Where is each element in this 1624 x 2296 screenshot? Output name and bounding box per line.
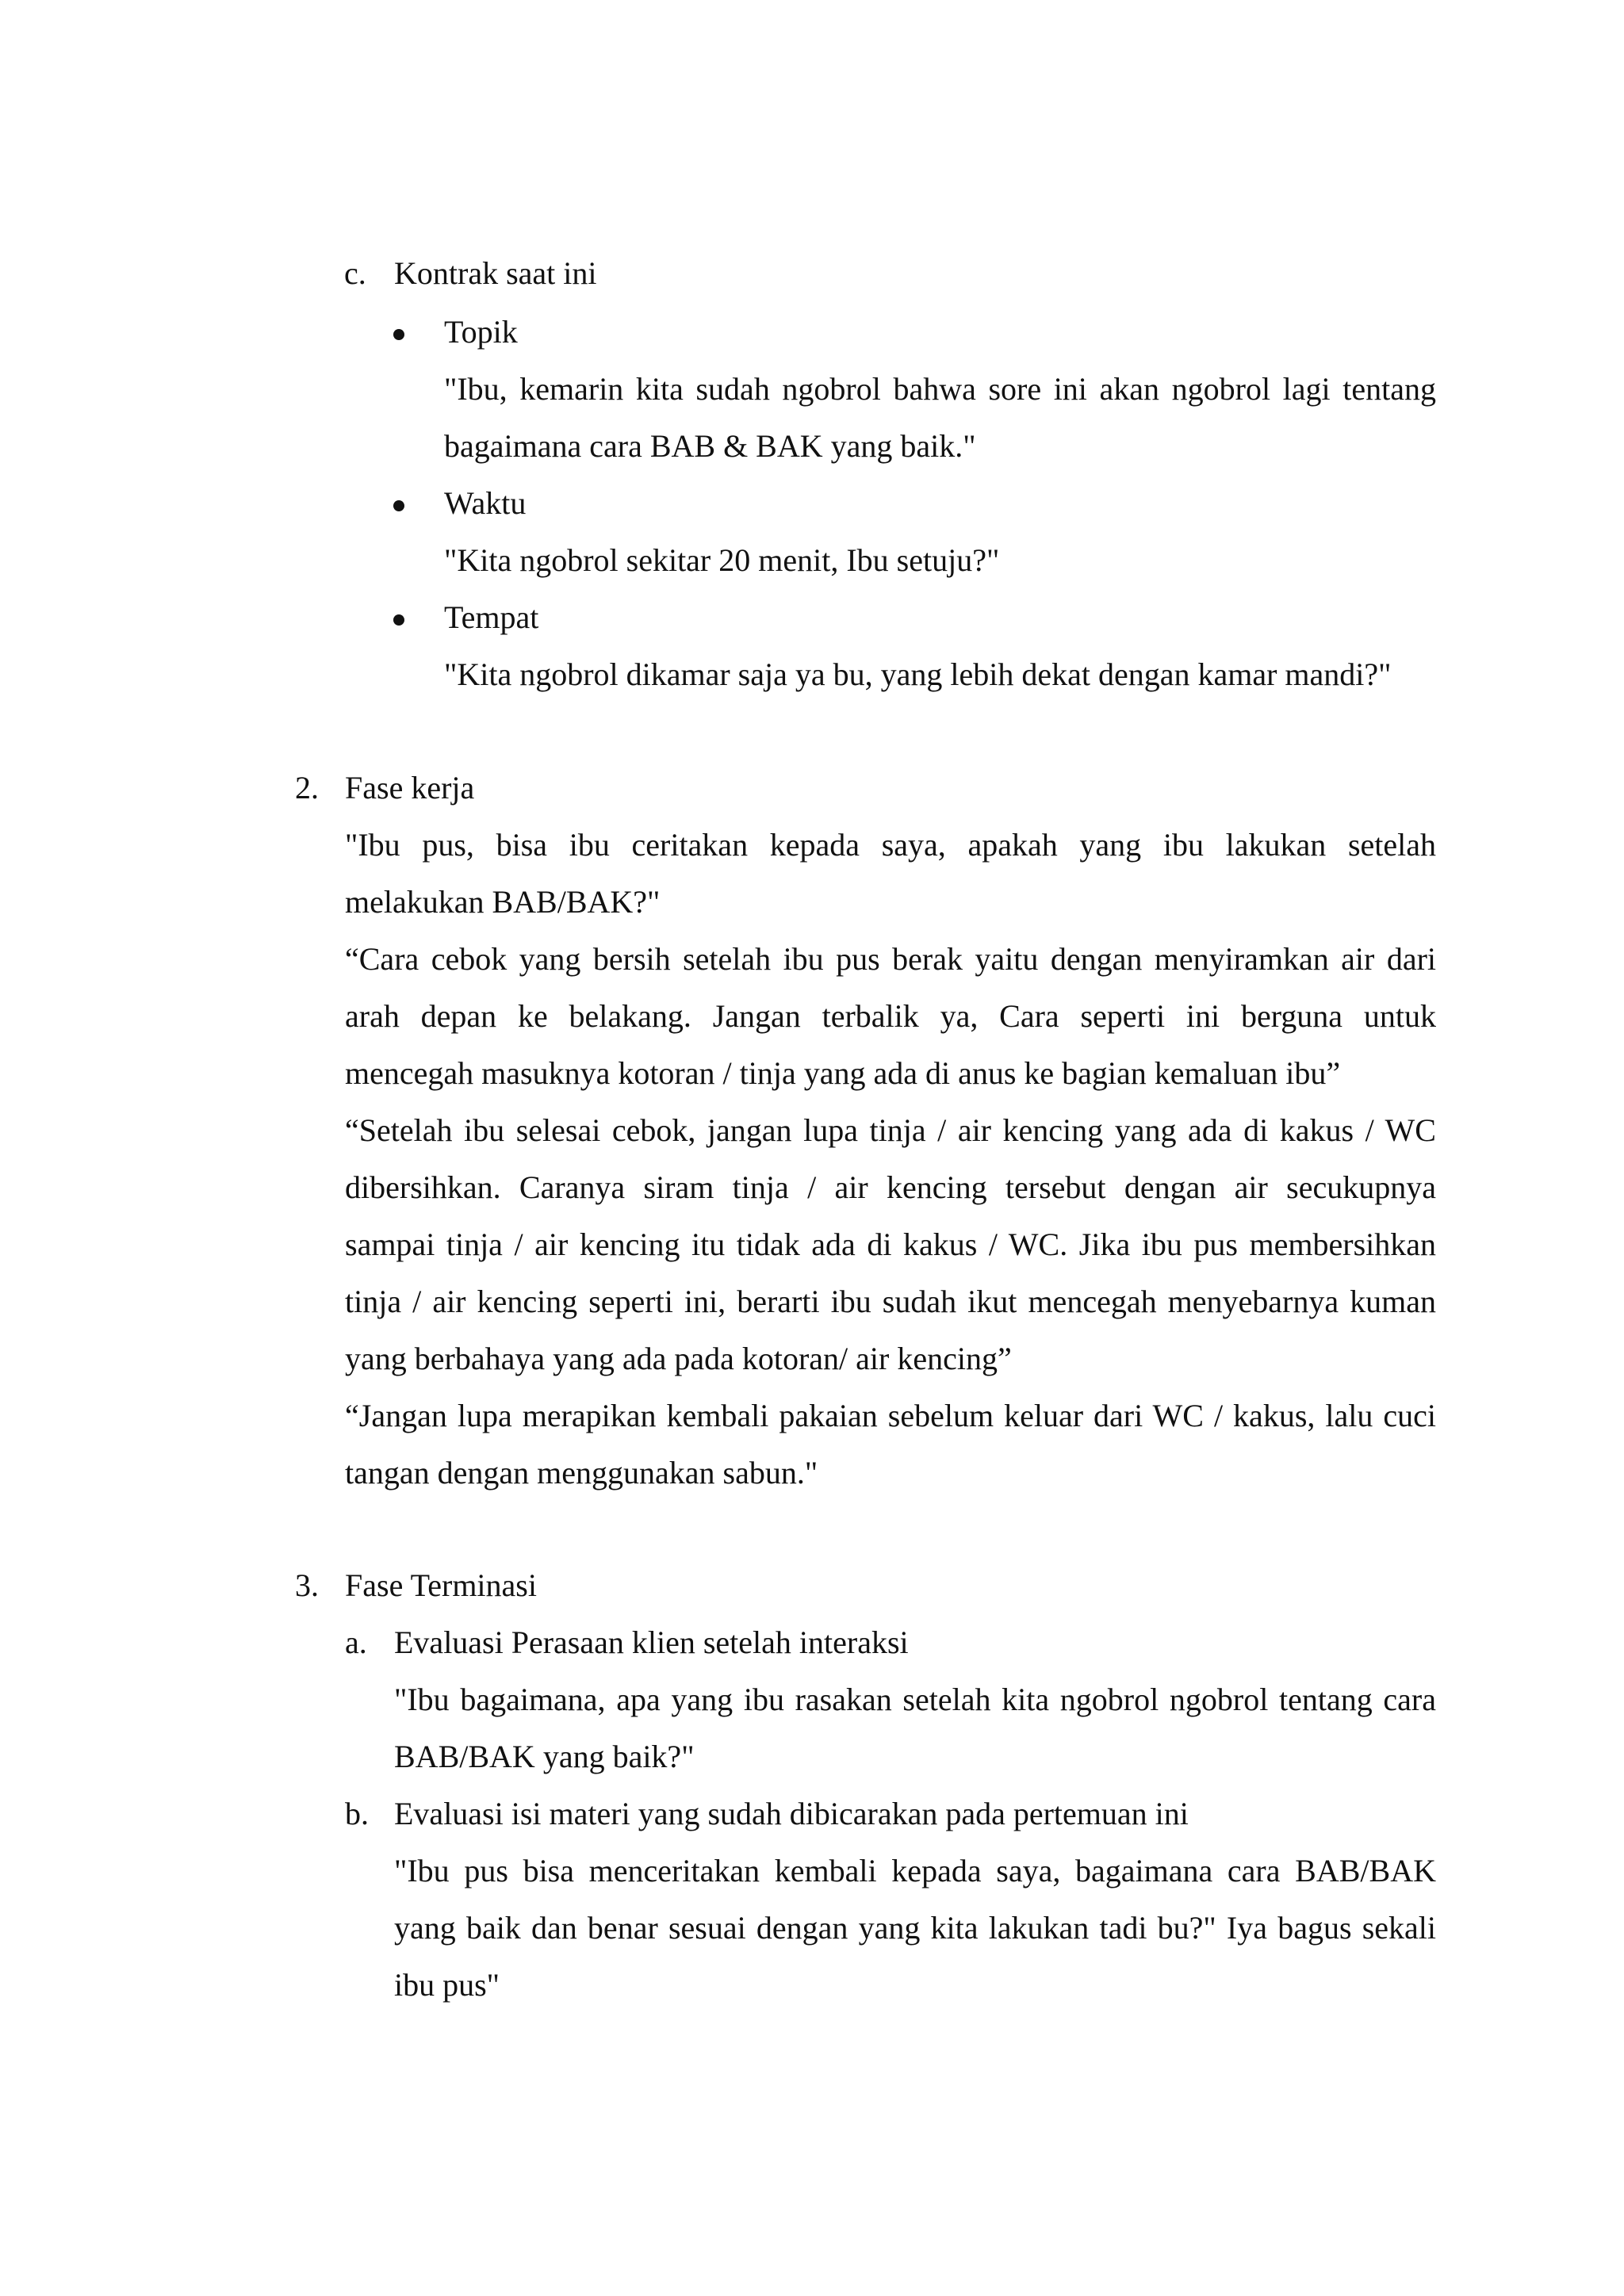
topik-line-1: "Ibu, kemarin kita sudah ngobrol bahwa sore ini akan ngobrol lagi tentang (444, 371, 1436, 407)
fase-kerja-line-7: dibersihkan. Caranya siram tinja / air kencing tersebut dengan air secukupnya (345, 1169, 1436, 1205)
terminasi-b-line-2: yang baik dan benar sesuai dengan yang kita lakukan tadi bu?" Iya bagus sekali (394, 1910, 1436, 1946)
waktu-label: Waktu (444, 485, 527, 521)
fase-kerja-line-6: “Setelah ibu selesai cebok, jangan lupa tinja / air kencing yang ada di kakus / WC (345, 1112, 1436, 1148)
tempat-line-1: "Kita ngobrol dikamar saja ya bu, yang lebih dekat dengan kamar mandi?" (444, 656, 1392, 692)
list-marker-a: a. (345, 1624, 367, 1660)
terminasi-a-line-1: "Ibu bagaimana, apa yang ibu rasakan setelah kita ngobrol ngobrol tentang cara (394, 1682, 1436, 1717)
terminasi-a-line-2: BAB/BAK yang baik?" (394, 1739, 695, 1774)
terminasi-b-heading: Evaluasi isi materi yang sudah dibicarakan pada pertemuan ini (394, 1796, 1189, 1831)
fase-kerja-line-11: “Jangan lupa merapikan kembali pakaian sebelum keluar dari WC / kakus, lalu cuci (345, 1398, 1436, 1433)
fase-kerja-line-4: arah depan ke belakang. Jangan terbalik ya, Cara seperti ini berguna untuk (345, 998, 1436, 1034)
list-marker-3: 3. (295, 1567, 319, 1603)
fase-kerja-line-10: yang berbahaya yang ada pada kotoran/ air kencing” (345, 1341, 1012, 1376)
fase-kerja-line-8: sampai tinja / air kencing itu tidak ada di kakus / WC. Jika ibu pus membersihkan (345, 1226, 1436, 1262)
fase-kerja-heading: Fase kerja (345, 770, 475, 806)
tempat-label: Tempat (444, 599, 539, 635)
list-marker-b: b. (345, 1796, 369, 1831)
fase-kerja-line-9: tinja / air kencing seperti ini, berarti ibu sudah ikut mencegah menyebarnya kuman (345, 1284, 1436, 1319)
fase-kerja-line-1: "Ibu pus, bisa ibu ceritakan kepada saya, apakah yang ibu lakukan setelah (345, 827, 1436, 863)
list-marker-c: c. (344, 255, 366, 291)
topik-label: Topik (444, 314, 518, 350)
waktu-line-1: "Kita ngobrol sekitar 20 menit, Ibu setuju?" (444, 542, 1000, 578)
fase-kerja-line-12: tangan dengan menggunakan sabun." (345, 1455, 818, 1490)
fase-terminasi-heading: Fase Terminasi (345, 1567, 537, 1603)
fase-kerja-line-3: “Cara cebok yang bersih setelah ibu pus berak yaitu dengan menyiramkan air dari (345, 941, 1436, 977)
bullet-icon (393, 500, 404, 511)
terminasi-b-line-1: "Ibu pus bisa menceritakan kembali kepada saya, bagaimana cara BAB/BAK (394, 1853, 1436, 1888)
topik-line-2: bagaimana cara BAB & BAK yang baik." (444, 428, 976, 464)
bullet-icon (393, 329, 404, 340)
contract-heading: Kontrak saat ini (394, 255, 597, 291)
fase-kerja-line-5: mencegah masuknya kotoran / tinja yang ada di anus ke bagian kemaluan ibu” (345, 1055, 1341, 1091)
list-marker-2: 2. (295, 770, 319, 806)
fase-kerja-line-2: melakukan BAB/BAK?" (345, 884, 661, 920)
bullet-icon (393, 614, 404, 626)
terminasi-b-line-3: ibu pus" (394, 1967, 500, 2003)
terminasi-a-heading: Evaluasi Perasaan klien setelah interaksi (394, 1624, 909, 1660)
